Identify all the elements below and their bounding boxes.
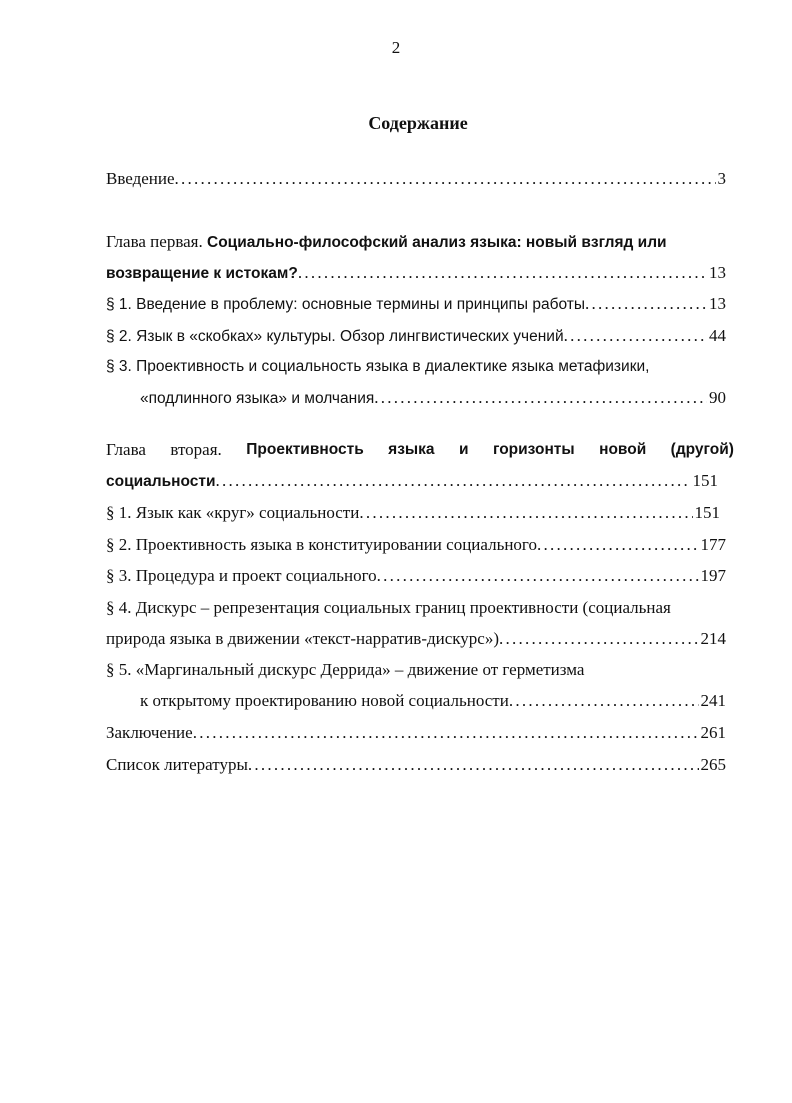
toc-leader-dots <box>585 293 707 315</box>
chapter-title-word: и <box>458 441 469 458</box>
toc-entry-page: 261 <box>700 723 726 742</box>
toc-entry-page: 3 <box>717 169 726 188</box>
chapter-title-cont: социальности <box>106 473 216 490</box>
toc-entry-label: § 2. Язык в «скобках» культуры. Обзор лингвистических учений <box>106 328 564 345</box>
page-title: Содержание <box>368 113 468 133</box>
chapter-prefix-word: Глава <box>106 440 146 459</box>
toc-section-2-2[interactable] <box>106 534 726 556</box>
toc-leader-dots <box>359 502 692 524</box>
toc-section-2-3[interactable] <box>106 565 726 587</box>
toc-entry-bibliography[interactable] <box>106 754 726 776</box>
toc-entry-page: 151 <box>692 471 718 490</box>
chapter-title-word: (другой) <box>670 441 734 458</box>
toc-leader-dots <box>377 565 699 587</box>
toc-section-1-2[interactable] <box>106 325 726 348</box>
chapter-title-cont: возвращение к истокам? <box>106 265 298 282</box>
toc-section-1-1[interactable] <box>106 293 726 316</box>
toc-entry-page: 214 <box>700 629 726 648</box>
toc-leader-dots <box>248 754 699 776</box>
page-number: 2 <box>391 38 401 57</box>
toc-entry-page: 177 <box>700 535 726 554</box>
toc-chapter-1-title-cont[interactable] <box>106 262 726 285</box>
toc-leader-dots <box>298 262 707 284</box>
toc-chapter-2-title-cont[interactable] <box>106 470 718 493</box>
toc-entry-label: § 3. Процедура и проект социального <box>106 566 377 585</box>
toc-entry-label: § 2. Проективность языка в конституировании социального <box>106 535 537 554</box>
toc-entry-label: § 1. Введение в проблему: основные термины и принципы работы <box>106 296 585 313</box>
toc-leader-dots <box>193 722 699 744</box>
toc-entry-label: § 3. Проективность и социальность языка в диалектике языка метафизики, <box>106 358 650 375</box>
toc-entry-page: 13 <box>709 263 726 282</box>
toc-leader-dots <box>499 628 699 650</box>
toc-entry-page: 197 <box>700 566 726 585</box>
toc-entry-label-cont: «подлинного языка» и молчания <box>140 390 375 407</box>
toc-chapter-1-heading[interactable] <box>106 231 667 254</box>
toc-entry-label-cont: природа языка в движении «текст-нарратив-дискурс») <box>106 629 499 648</box>
toc-entry-label: Список литературы <box>106 755 248 774</box>
toc-entry-page: 241 <box>700 691 726 710</box>
chapter-title-word: языка <box>388 441 435 458</box>
toc-leader-dots <box>509 690 699 712</box>
chapter-title-word: новой <box>599 441 647 458</box>
chapter-title-word: горизонты <box>492 441 575 458</box>
toc-entry-page: 44 <box>709 326 726 345</box>
chapter-title: Социально-философский анализ языка: новый взгляд или <box>207 234 667 251</box>
toc-entry-label: § 4. Дискурс – репрезентация социальных границ проективности (социальная <box>106 598 671 617</box>
toc-entry-label: § 5. «Маргинальный дискурс Деррида» – движение от герметизма <box>106 660 585 679</box>
toc-leader-dots <box>374 387 707 409</box>
chapter-prefix-word: вторая. <box>170 440 222 459</box>
toc-leader-dots <box>564 325 707 347</box>
toc-section-2-5[interactable] <box>106 659 584 681</box>
toc-entry-page: 265 <box>700 755 726 774</box>
chapter-title-word: Проективность <box>246 441 364 458</box>
toc-entry-page: 90 <box>709 388 726 407</box>
toc-entry-label: Введение <box>106 169 175 188</box>
toc-leader-dots <box>216 470 691 492</box>
toc-section-2-4[interactable] <box>106 597 671 619</box>
toc-section-2-1[interactable] <box>106 502 720 524</box>
toc-entry-label-cont: к открытому проектированию новой социальности <box>140 691 509 710</box>
toc-entry-label: Заключение <box>106 723 193 742</box>
toc-section-2-5-cont[interactable] <box>140 690 726 712</box>
toc-entry-conclusion[interactable] <box>106 722 726 744</box>
toc-leader-dots <box>175 168 716 190</box>
toc-entry-introduction[interactable] <box>106 168 726 190</box>
toc-leader-dots <box>537 534 699 556</box>
toc-section-1-3-cont[interactable] <box>140 387 726 410</box>
toc-section-2-4-cont[interactable] <box>106 628 726 650</box>
chapter-prefix: Глава первая. <box>106 232 203 251</box>
toc-chapter-2-heading[interactable] <box>106 439 734 461</box>
toc-entry-page: 13 <box>709 294 726 313</box>
toc-entry-label: § 1. Язык как «круг» социальности <box>106 503 360 522</box>
toc-entry-page: 151 <box>694 503 720 522</box>
toc-section-1-3[interactable] <box>106 356 649 378</box>
